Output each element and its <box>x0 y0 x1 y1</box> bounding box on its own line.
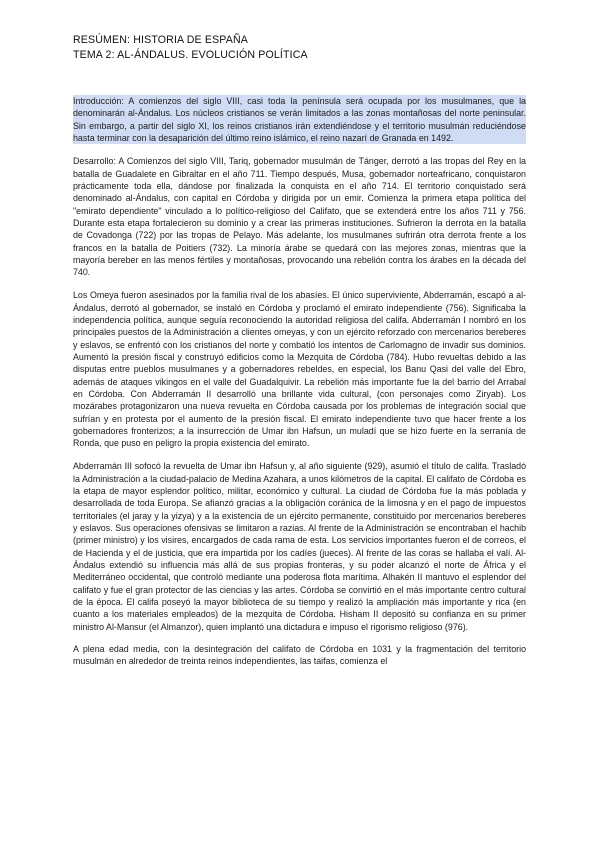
document-header <box>73 33 533 63</box>
califato-paragraph: Abderramán III sofocó la revuelta de Umar ibn Hafsun y, al año siguiente (929), asumió el título de califa. Trasladó la Administración a la ciudad-palacio de Medina Azahara, a unos kilómetros de la capital. El califato de Córdoba es la etapa de mayor esplendor político, militar, económico y cultural. La ciudad de Córdoba fue la más poblada y desarrollada de toda Europa. Se afianzó gracias a la obligación coránica de la limosna y en el pago de impuestos territoriales (el jaray y la yizya) y a la existencia de un ejército permanente, constituido por mercenarios bereberes y eslavos. Sus operaciones ofensivas se limitaron a razias. Al frente de la Administración se encontraban el hachib (primer ministro) y los visires, encargados de cada rama de esta. Los servicios importantes fueron el de correos, el de Hacienda y el de justicia, que era impartida por los cadíes (jueces). Al frente de las coras se hallaba el valí. Al-Ándalus extendió su influencia más allá de sus propias fronteras, y su poder alcanzó el norte de África y el Mediterráneo occidental, que controló mediante una poderosa flota marítima. Alhakén II mantuvo el esplendor del califato y fue el gran protector de las ciencias y las artes. Córdoba se convirtió en el más importante centro cultural de la época. El califa poseyó la mayor biblioteca de su tiempo y realizó la ampliación más importante y rica (en cuanto a los materiales empleados) de la mezquita de Córdoba. Hisham II depositó su confianza en su primer ministro Al-Mansur (el Almanzor), quien implantó una dictadura e impuso el rigorismo religioso (976). <box>73 461 526 632</box>
document-title: RESÚMEN: HISTORIA DE ESPAÑA <box>73 34 248 46</box>
omeya-paragraph: Los Omeya fueron asesinados por la familia rival de los abasíes. El único superviviente, Abderramán, escapó a al-Ándalus, derrotó al gobernador, se instaló en Córdoba y proclamó el emirato independiente (756). Significaba la independencia política, aunque seguía reconociendo la autoridad religiosa del califa. Abderramán I nombró en los principales puestos de la Administración a clientes omeyas, y con un ejército reforzado con mercenarios bereberes y eslavos, se enfrentó con los cristianos del norte y combatió los intentos de Carlomagno de invadir sus dominios. Aumentó la presión fiscal y construyó edificios como la Mezquita de Córdoba (784). Hubo revueltas debido a las disputas entre pueblos musulmanes y a gobernadores rebeldes, en especial, los Banu Qasi del valle del Ebro, además de ataques vikingos en el valle del Guadalquivir. La rebelión más importante fue la del barrio del Arrabal en Córdoba. Con Abderramán II desarrolló una brillante vida cultural, (con personajes como Ziryab). Los mozárabes protagonizaron una nueva revuelta en Córdoba causada por los problemas de integración social que sufrían y en protesta por el aumento de la presión fiscal. El emirato independiente tuvo que hacer frente a los gobernadores fronterizos; a la insurrección de Umar ibn Hafsun, un muladí que se hizo fuerte en la serranía de Ronda, que puso en peligro la propia existencia del emirato. <box>73 290 526 449</box>
document-body <box>73 95 526 678</box>
intro-paragraph-highlighted[interactable]: Introducción: A comienzos del siglo VIII, casi toda la península será ocupada por los musulmanes, que la denominarán al-Ándalus. Los núcleos cristianos se verán limitados a las zonas montañosas del norte peninsular. Sin embargo, a partir del siglo XI, los reinos cristianos irán extendiéndose y el territorio musulmán reduciéndose hasta terminar con la desaparición del último reino islámico, el reino nazarí de Granada en 1492. <box>73 96 526 144</box>
development-paragraph: Desarrollo: A Comienzos del siglo VIII, Tariq, gobernador musulmán de Tánger, derrotó a las tropas del Rey en la batalla de Guadalete en Gibraltar en el año 711. Tiempo después, Musa, gobernador norteafricano, conquistaron prácticamente toda ella, dándose por finalizada la conquista en el año 714. El territorio conquistado será denominado al-Ándalus, con capital en Córdoba y dirigida por un emir. Comienza la primera etapa política del "emirato dependiente" vinculado a lo político-religioso del Califato, que se extenderá entre los años 711 y 756. Durante esta etapa fortalecieron su dominio y a crear las primeras instituciones. Sufrieron la derrota en la batalla de Covadonga (722) por las tropas de Pelayo. Más adelante, los musulmanes sufrirán otra derrota frente a los francos en la batalla de Poitiers (732). La minoría árabe se quedará con las mejores zonas, mientras que la mayoría bereber en las menos fértiles y montañosas, provocando una rebelión contra los árabes en la década del 740. <box>73 156 526 278</box>
document-subtitle: TEMA 2: AL-ÁNDALUS. EVOLUCIÓN POLÍTICA <box>73 49 308 61</box>
taifas-paragraph: A plena edad media, con la desintegración del califato de Córdoba en 1031 y la fragmentación del territorio musulmán en alrededor de treinta reinos independientes, las taifas, comienza el <box>73 644 526 667</box>
